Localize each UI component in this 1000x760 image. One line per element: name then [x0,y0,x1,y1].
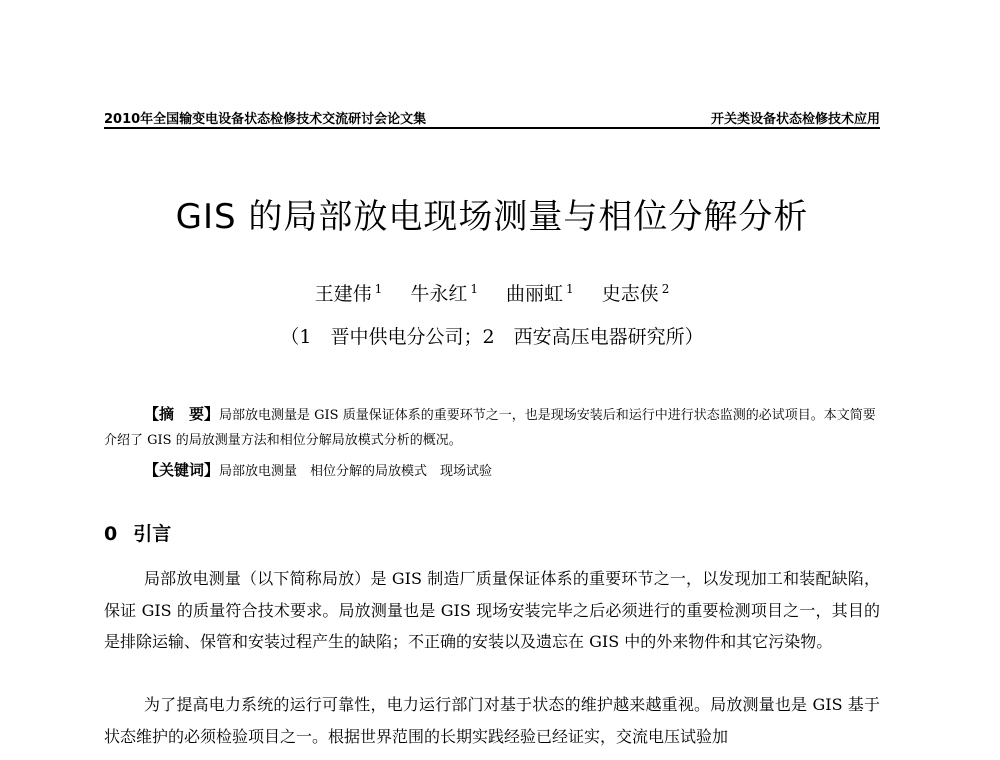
section-number: 0 [104,523,118,545]
author-list [104,279,880,306]
abstract-label: 【摘 要】 [144,405,220,423]
header-section-name: 开关类设备状态检修技术应用 [710,112,880,127]
author-name: 史志侠 [601,283,659,305]
author-name: 王建伟 [314,283,372,305]
author-name: 曲丽虹 [506,283,564,305]
author-affiliation-mark: 1 [470,281,478,296]
body-paragraph: 为了提高电力系统的运行可靠性，电力运行部门对基于状态的维护越来越重视。局放测量也是 GIS 基于状态维护的必须检验项目之一。根据世界范围的长期实践经验已经证实，交流电压试验加 [104,695,880,746]
abstract [104,402,880,453]
author-affiliation-mark: 1 [566,281,574,296]
section-title: 引言 [133,523,172,545]
section-heading [104,519,171,546]
keywords [104,458,880,484]
keywords-label: 【关键词】 [144,461,220,479]
header-rule [104,127,880,129]
author-name: 牛永红 [410,283,468,305]
affiliations: （1 晋中供电分公司；2 西安高压电器研究所） [280,326,704,348]
abstract-text: 局部放电测量是 GIS 质量保证体系的重要环节之一，也是现场安装后和运行中进行状态监测的必试项目。本文简要介绍了 GIS 的局放测量方法和相位分解局放模式分析的概况。 [104,408,876,448]
paper-title: GIS 的局部放电现场测量与相位分解分析 [175,197,809,237]
header-proceedings-title: 2010年全国输变电设备状态检修技术交流研讨会论文集 [104,112,427,127]
author [315,283,383,305]
author-affiliation-mark: 2 [661,281,670,296]
author [506,283,574,305]
keywords-text: 局部放电测量 相位分解的局放模式 现场试验 [219,464,493,479]
running-header [104,106,880,128]
author-affiliation-mark: 1 [374,281,383,296]
author [410,283,478,305]
author [602,283,670,305]
body-paragraph: 局部放电测量（以下简称局放）是 GIS 制造厂质量保证体系的重要环节之一，以发现加工和装配缺陷，保证 GIS 的质量符合技术要求。局放测量也是 GIS 现场安装完毕之后必须进行的重要检测项目之一，其目的是排除运输、保管和安装过程产生的缺陷；不正确的安装以及遗忘在 GIS 中的外来物件和其它污染物。 [104,569,880,651]
